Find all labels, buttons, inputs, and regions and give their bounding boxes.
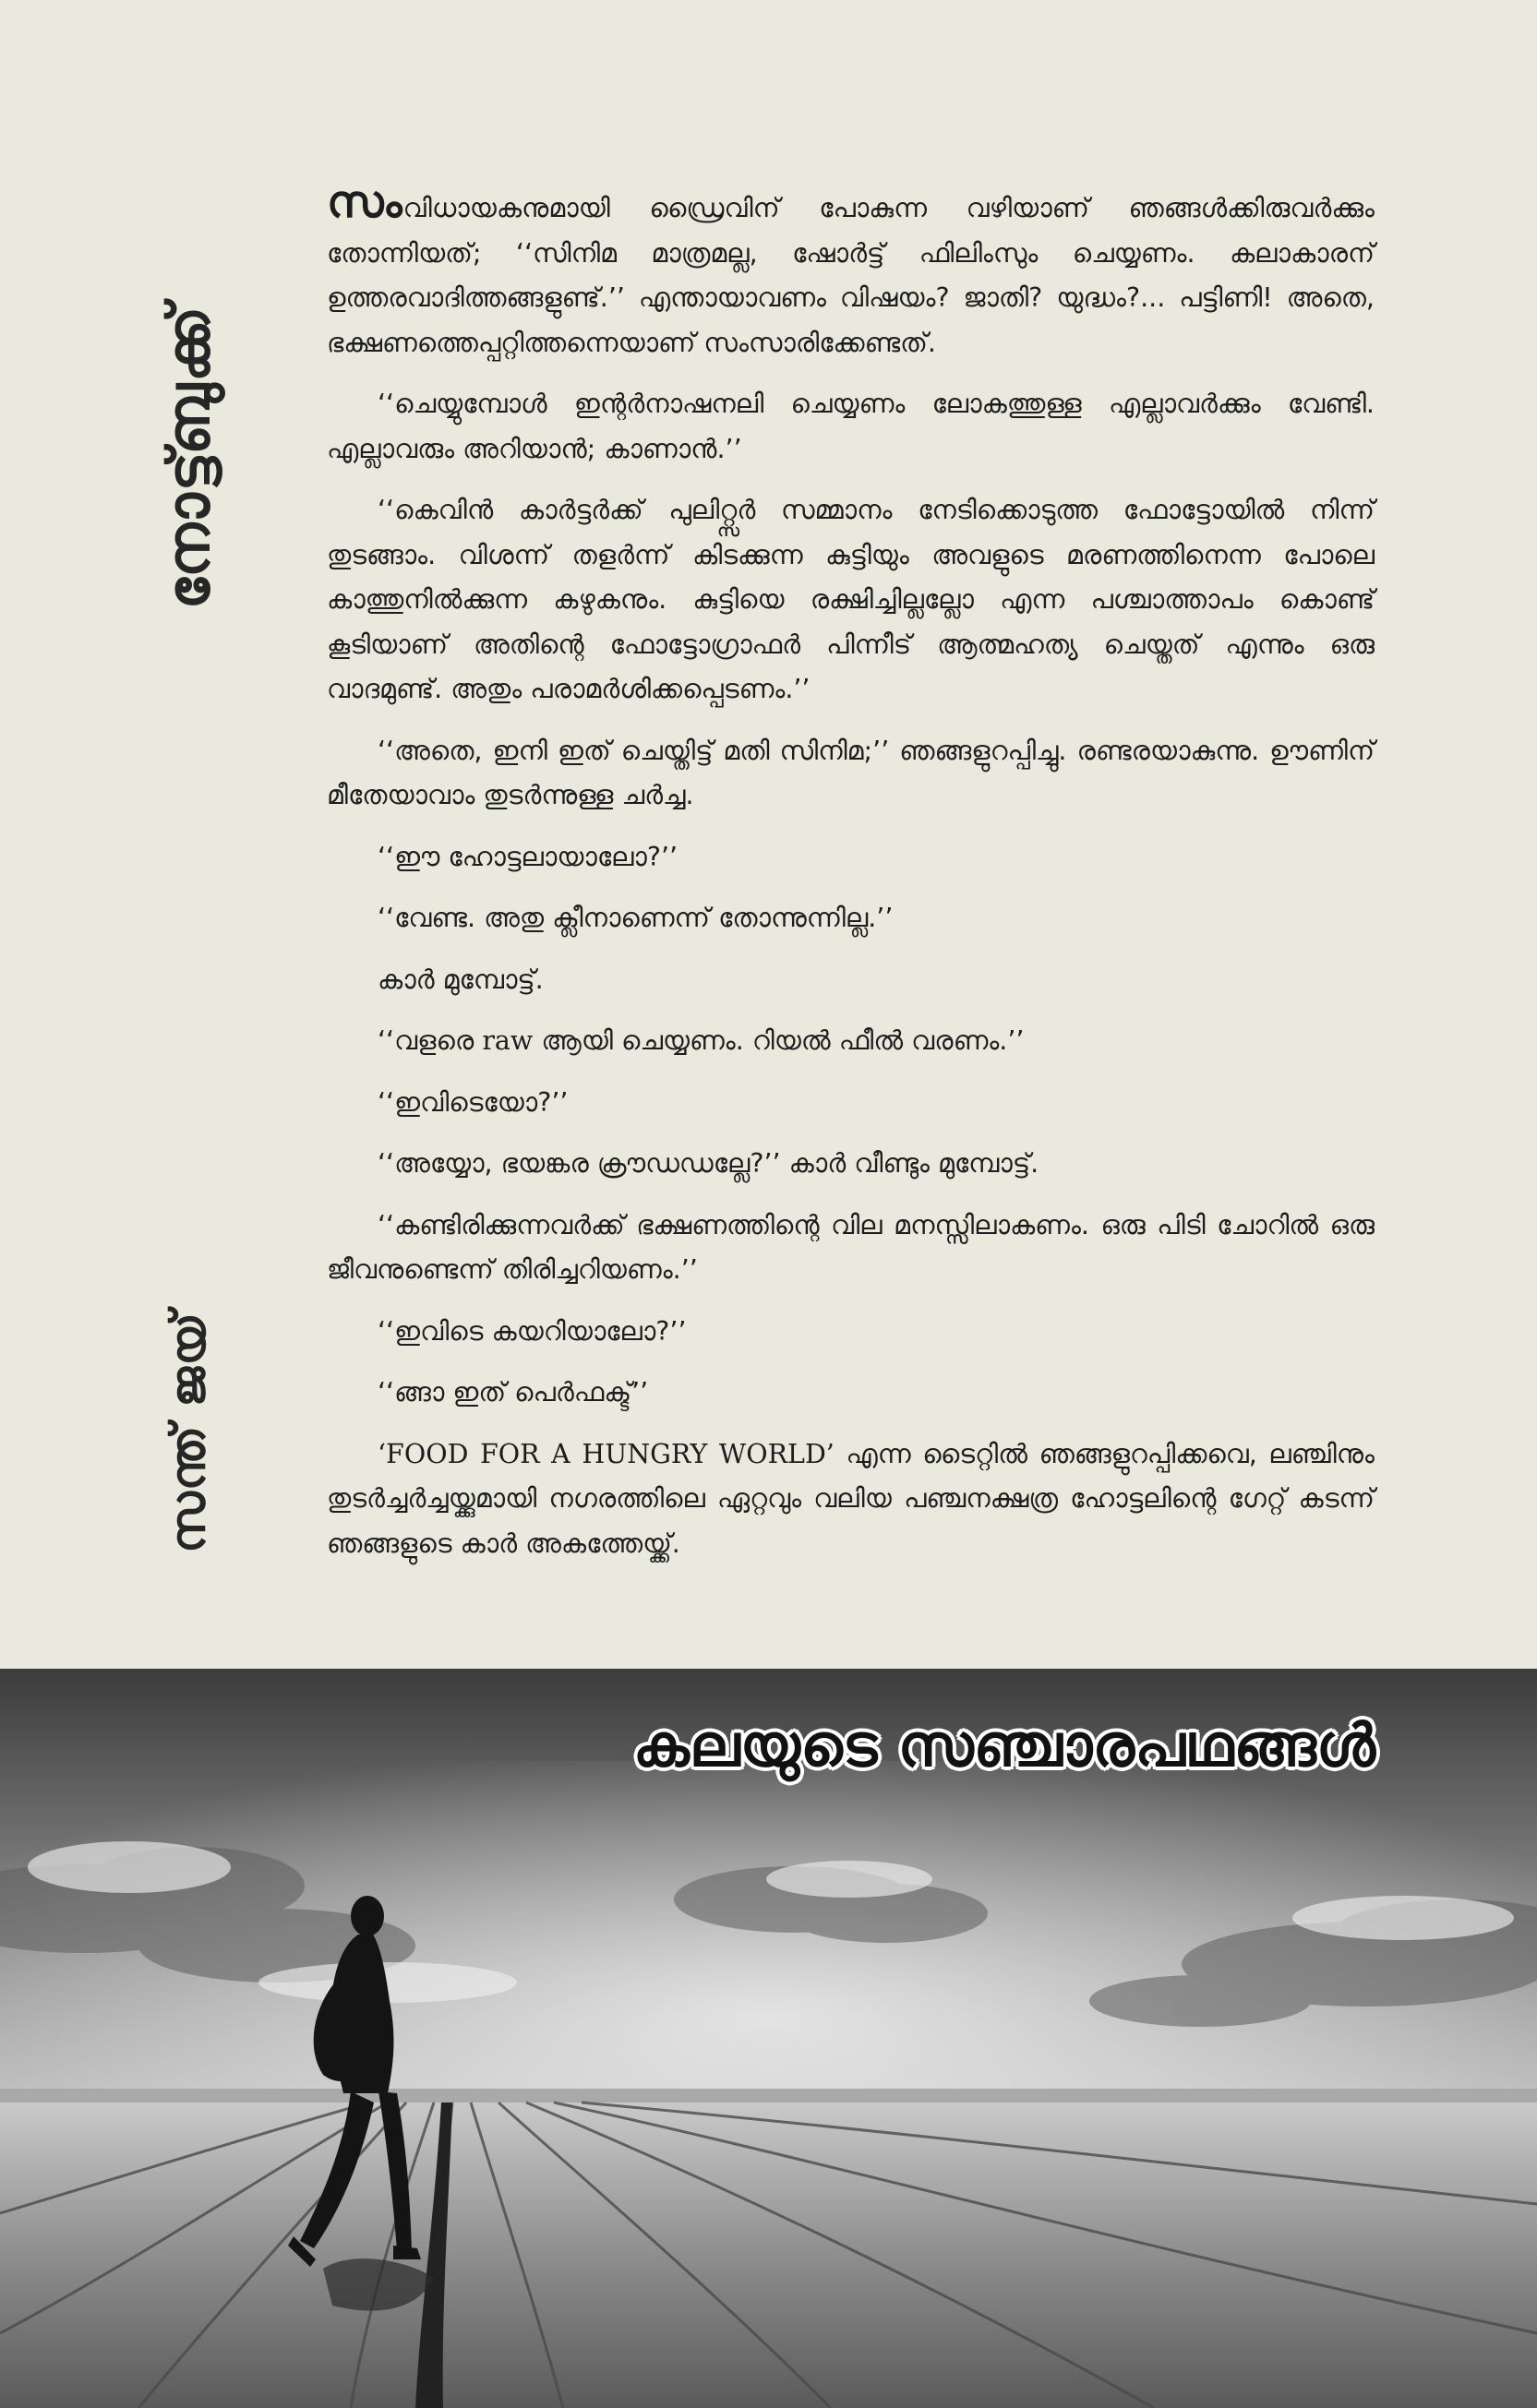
column-name: നോട്ട്ബുക്ക് [155,304,223,610]
dropcap: സം [327,176,403,228]
article-body [327,176,1375,1566]
dialogue-line: കാർ മുമ്പോട്ട്. [378,964,544,995]
paragraph: ‘FOOD FOR A HUNGRY WORLD’ എന്ന ടൈറ്റിൽ ഞങ്ങളുറപ്പിക്കവെ, ലഞ്ചിനും തുടർച്ചർച്ചയ്ക്കുമായി നഗരത്തിലെ ഏറ്റവും വലിയ പഞ്ചനക്ഷത്ര ഹോട്ടലിന്റെ ഗേറ്റ് കടന്ന് ഞങ്ങളുടെ കാർ അകത്തേയ്ക്ക്. [327,1438,1375,1559]
dialogue-line: ‘‘ഇവിടെയോ?’’ [378,1086,569,1118]
paragraph: ‘‘കെവിൻ കാർട്ടർക്ക് പുലിറ്റ്സർ സമ്മാനം നേടിക്കൊടുത്ത ഫോട്ടോയിൽ നിന്ന് തുടങ്ങാം. വിശന്ന് തളർന്ന് കിടക്കുന്ന കുട്ടിയും അവളുടെ മരണത്തിനെന്ന പോലെ കാത്തുനിൽക്കുന്ന കഴുകനും. കുട്ടിയെ രക്ഷിച്ചില്ലല്ലോ എന്ന പശ്ചാത്താപം കൊണ്ട് കൂടിയാണ് അതിന്റെ ഫോട്ടോഗ്രാഫർ പിന്നീട് ആത്മഹത്യ ചെയ്തത് എന്നും ഒരു വാദമുണ്ട്. അതും പരാമർശിക്കപ്പെടണം.’’ [327,495,1375,704]
article-headline: കലയുടെ സഞ്ചാരപഥങ്ങൾ [632,1712,1375,1780]
dialogue-line: ‘‘ഈ ഹോട്ടലായാലോ?’’ [378,841,678,872]
dialogue-line: ‘‘വേണ്ട. അതു ക്ലീനാണെന്ന് തോന്നുന്നില്ല.’’ [378,903,894,933]
dialogue-line: ‘‘ങ്ങാ ഇത് പെർഫക്ട്’’ [378,1377,649,1408]
dialogue-line: ‘‘വളരെ raw ആയി ചെയ്യണം. റിയൽ ഫീൽ വരണം.’’ [378,1025,1025,1056]
dialogue-line: ‘‘ഇവിടെ കയറിയാലോ?’’ [378,1315,687,1347]
dialogue-line: ‘‘അയ്യോ, ഭയങ്കര ക്രൗഡഡല്ലേ?’’ കാർ വീണ്ടും മുമ്പോട്ട്. [378,1148,1039,1179]
author-name: സന്ത് ജയ് [161,1312,217,1553]
paragraph: സംവിധായകനുമായി ഡ്രൈവിന് പോകുന്ന വഴിയാണ് ഞങ്ങൾക്കിരുവർക്കും തോന്നിയത്; ‘‘സിനിമ മാത്രമല്ല, ഷോർട്ട് ഫിലിംസും ചെയ്യണം. കലാകാരന് ഉത്തരവാദിത്തങ്ങളുണ്ട്.’’ എന്തായാവണം വിഷയം? ജാതി? യുദ്ധം?... പട്ടിണി! അതെ, ഭക്ഷണത്തെപ്പറ്റിത്തന്നെയാണ് സംസാരിക്കേണ്ടത്. [327,176,1375,358]
paragraph: ‘‘ചെയ്യുമ്പോൾ ഇന്റർനാഷനലി ചെയ്യണം ലോകത്തുള്ള എല്ലാവർക്കും വേണ്ടി. എല്ലാവരും അറിയാൻ; കാണാൻ.’’ [327,389,1375,464]
paragraph: ‘‘അതെ, ഇനി ഇത് ചെയ്തിട്ട് മതി സിനിമ;’’ ഞങ്ങളുറപ്പിച്ചു. രണ്ടരയാകുന്നു. ഊണിന് മീതേയാവാം തുടർന്നുള്ള ചർച്ച. [327,735,1375,810]
paragraph: ‘‘കണ്ടിരിക്കുന്നവർക്ക് ഭക്ഷണത്തിന്റെ വില മനസ്സിലാകണം. ഒരു പിടി ചോറിൽ ഒരു ജീവനുണ്ടെന്ന് തിരിച്ചറിയണം.’’ [327,1209,1375,1285]
